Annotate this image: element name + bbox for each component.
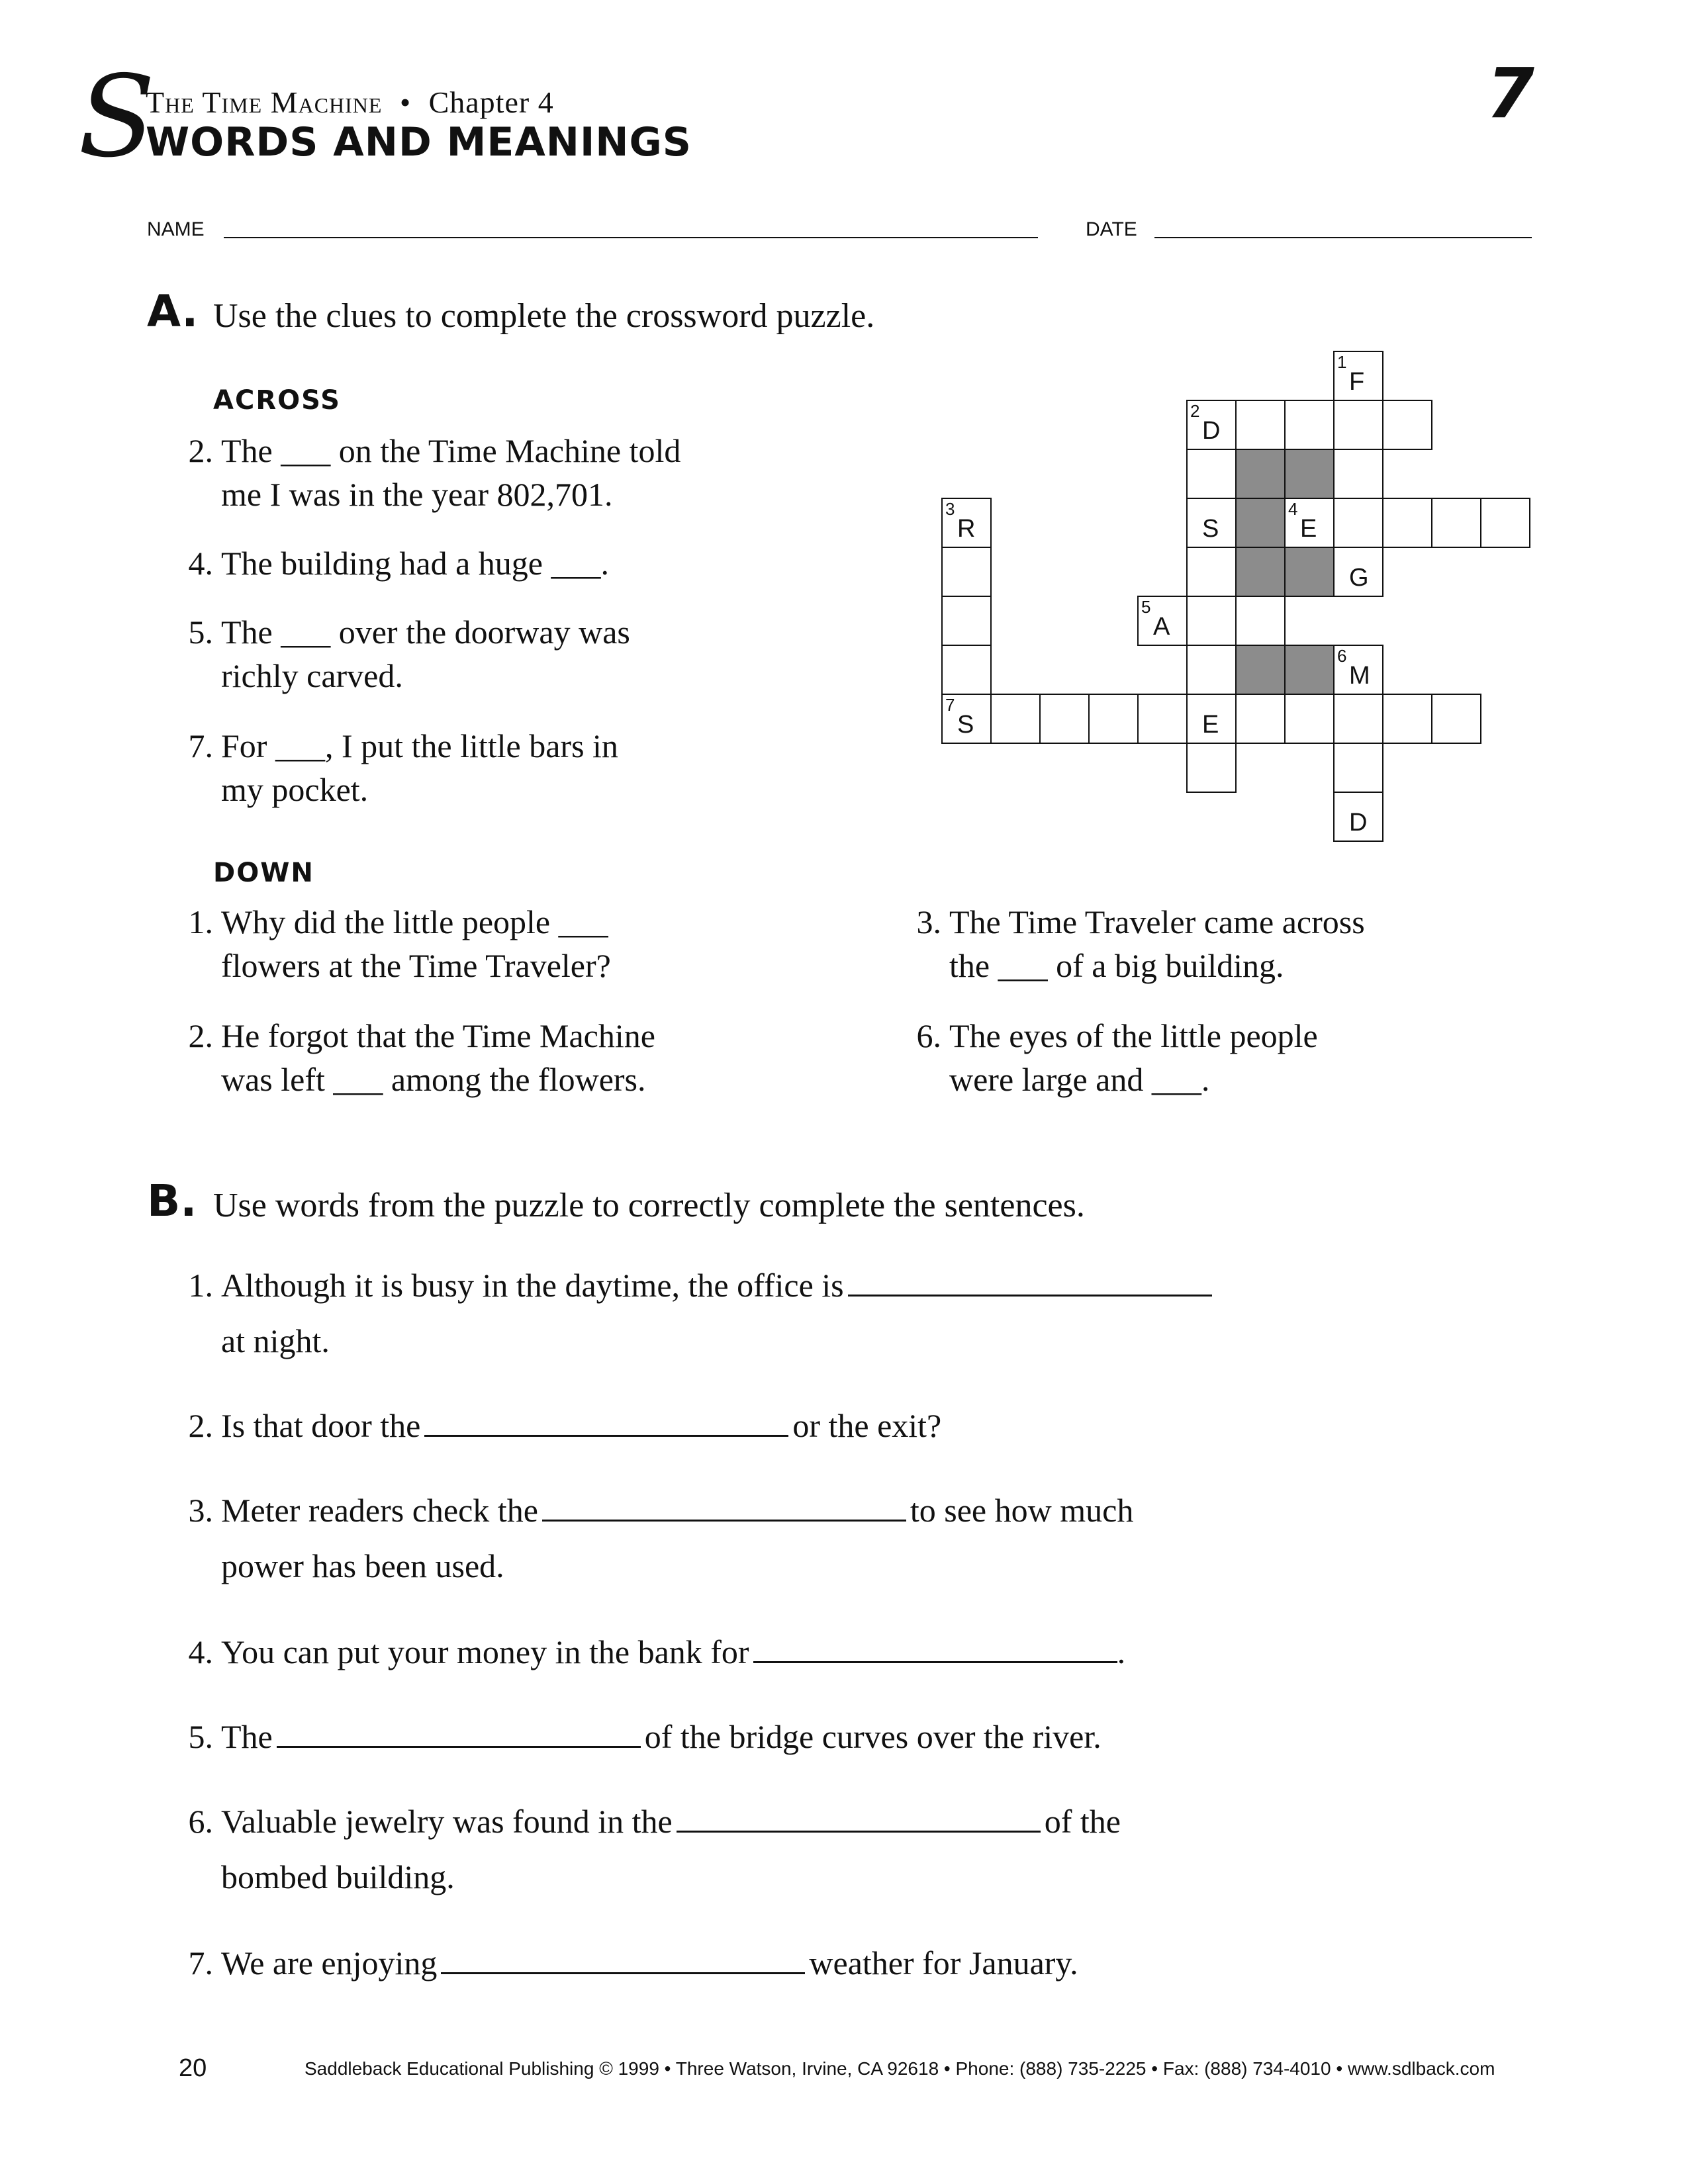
crossword-cell[interactable] xyxy=(990,694,1041,744)
clue-across-2: 2. The ___ on the Time Machine told me I was in the year 802,701. xyxy=(188,432,681,513)
crossword-cell[interactable]: G xyxy=(1333,547,1383,597)
answer-blank-3[interactable] xyxy=(542,1490,906,1522)
title-separator: • xyxy=(399,85,412,119)
crossword-cell[interactable] xyxy=(1333,498,1383,548)
worksheet-title: WORDS AND MEANINGS xyxy=(146,119,692,165)
crossword-cell[interactable] xyxy=(1186,547,1237,597)
section-a-instruction: Use the clues to complete the crossword puzzle. xyxy=(213,297,875,335)
crossword-cell[interactable]: D xyxy=(1333,792,1383,842)
crossword-cell[interactable] xyxy=(1333,449,1383,499)
crossword-cell[interactable] xyxy=(1333,694,1383,744)
crossword-cell[interactable]: 4 E xyxy=(1284,498,1335,548)
crossword-cell[interactable] xyxy=(1186,645,1237,695)
answer-blank-6[interactable] xyxy=(677,1801,1041,1833)
clue-across-4: 4. The building had a huge ___. xyxy=(188,545,609,582)
publisher-footer: Saddleback Educational Publishing © 1999 • Three Watson, Irvine, CA 92618 • Phone: (888) 735-2225 • Fax: (888) 734-4010 • www.sdlback.com xyxy=(305,2058,1495,2079)
crossword-shaded-cell xyxy=(1284,449,1335,499)
answer-blank-7[interactable] xyxy=(441,1943,805,1974)
answer-blank-4[interactable] xyxy=(753,1632,1117,1663)
page-number: 20 xyxy=(179,2054,207,2082)
crossword-cell[interactable]: 2 D xyxy=(1186,400,1237,450)
crossword-cell[interactable]: 7 S xyxy=(941,694,992,744)
name-label: NAME xyxy=(147,218,205,240)
name-field[interactable] xyxy=(224,237,1038,238)
crossword-cell[interactable] xyxy=(1431,498,1481,548)
sentence-4: 4. You can put your money in the bank for . xyxy=(188,1633,1126,1670)
crossword-cell[interactable] xyxy=(1284,694,1335,744)
crossword-shaded-cell xyxy=(1235,498,1286,548)
crossword-cell[interactable] xyxy=(941,547,992,597)
crossword-cell[interactable] xyxy=(1382,400,1432,450)
crossword-cell[interactable]: 3 R xyxy=(941,498,992,548)
book-chapter-header xyxy=(146,85,554,120)
crossword-cell[interactable] xyxy=(1088,694,1139,744)
chapter-label: Chapter 4 xyxy=(428,85,554,119)
crossword-cell[interactable] xyxy=(1480,498,1530,548)
clue-across-5: 5. The ___ over the doorway was richly carved. xyxy=(188,614,630,694)
clue-across-7: 7. For ___, I put the little bars in my pocket. xyxy=(188,727,618,808)
section-a-letter: A. xyxy=(147,286,199,337)
crossword-shaded-cell xyxy=(1235,547,1286,597)
crossword-cell[interactable] xyxy=(1235,694,1286,744)
sentence-5: 5. The of the bridge curves over the river. xyxy=(188,1718,1102,1755)
clue-down-1: 1. Why did the little people ___ flowers at the Time Traveler? xyxy=(188,903,611,984)
publisher-logo: S xyxy=(78,52,156,183)
section-b-letter: B. xyxy=(147,1175,197,1226)
crossword-cell[interactable] xyxy=(1333,400,1383,450)
date-field[interactable] xyxy=(1154,237,1532,238)
answer-blank-1[interactable] xyxy=(848,1265,1212,1297)
crossword-grid xyxy=(941,351,1537,854)
clue-down-3: 3. The Time Traveler came across the ___ of a big building. xyxy=(916,903,1365,984)
crossword-cell[interactable] xyxy=(1235,596,1286,646)
crossword-shaded-cell xyxy=(1235,645,1286,695)
answer-blank-2[interactable] xyxy=(424,1406,788,1437)
sentence-1: 1. Although it is busy in the daytime, the office is at night. xyxy=(159,1257,1216,1369)
clue-down-6: 6. The eyes of the little people were large and ___. xyxy=(916,1017,1318,1098)
sentence-3: 3. Meter readers check the to see how much power has been used. xyxy=(188,1492,1134,1584)
crossword-cell[interactable]: S xyxy=(1186,498,1237,548)
crossword-cell[interactable] xyxy=(1039,694,1090,744)
crossword-cell[interactable] xyxy=(1186,596,1237,646)
section-b-instruction: Use words from the puzzle to correctly complete the sentences. xyxy=(213,1187,1085,1224)
crossword-cell[interactable] xyxy=(1186,743,1237,793)
crossword-cell[interactable]: 1 F xyxy=(1333,351,1383,401)
crossword-cell[interactable] xyxy=(1333,743,1383,793)
crossword-cell[interactable]: 5 A xyxy=(1137,596,1188,646)
crossword-shaded-cell xyxy=(1284,547,1335,597)
crossword-cell[interactable]: E xyxy=(1186,694,1237,744)
sentence-2: 2. Is that door the or the exit? xyxy=(188,1407,942,1444)
sentence-6: 6. Valuable jewelry was found in the of the bombed building. xyxy=(188,1803,1121,1895)
book-title: The Time Machine xyxy=(146,85,383,119)
crossword-cell[interactable] xyxy=(1235,400,1286,450)
crossword-shaded-cell xyxy=(1284,645,1335,695)
crossword-cell[interactable] xyxy=(1186,449,1237,499)
crossword-cell[interactable] xyxy=(1382,694,1432,744)
crossword-cell[interactable] xyxy=(1284,400,1335,450)
crossword-shaded-cell xyxy=(1235,449,1286,499)
crossword-cell[interactable] xyxy=(1137,694,1188,744)
sentence-7: 7. We are enjoying weather for January. xyxy=(188,1944,1078,1981)
crossword-cell[interactable] xyxy=(941,596,992,646)
down-heading: DOWN xyxy=(213,858,314,888)
crossword-cell[interactable]: 6 M xyxy=(1333,645,1383,695)
across-heading: ACROSS xyxy=(213,385,341,416)
worksheet-number: 7 xyxy=(1486,53,1534,134)
crossword-cell[interactable] xyxy=(941,645,992,695)
clue-down-2: 2. He forgot that the Time Machine was left ___ among the flowers. xyxy=(188,1017,655,1098)
crossword-cell[interactable] xyxy=(1431,694,1481,744)
answer-blank-5[interactable] xyxy=(277,1717,641,1748)
crossword-cell[interactable] xyxy=(1382,498,1432,548)
date-label: DATE xyxy=(1086,218,1137,240)
